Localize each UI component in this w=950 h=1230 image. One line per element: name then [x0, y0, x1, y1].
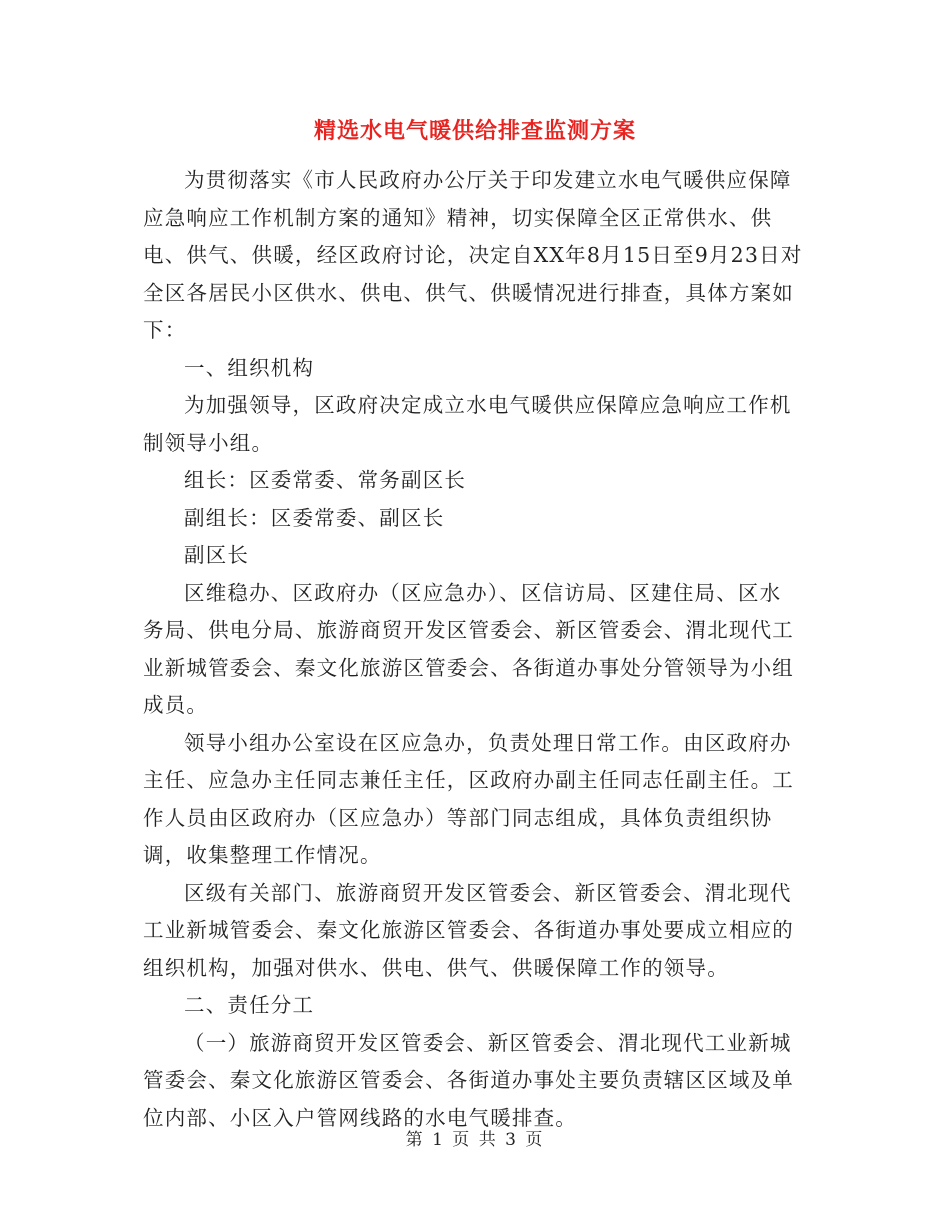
- document-body: [143, 162, 803, 1137]
- paragraph-intro: 为贯彻落实《市人民政府办公厅关于印发建立水电气暖供应保障应急响应工作机制方案的通知》精神，切实保障全区正常供水、供电、供气、供暖，经区政府讨论，决定自XX年8月15日至9月23日对全区各居民小区供水、供电、供气、供暖情况进行排查，具体方案如下：: [143, 168, 803, 342]
- document-title: 精选水电气暖供给排查监测方案: [313, 118, 636, 144]
- paragraph-group-leader: 组长：区委常委、常务副区长: [184, 468, 467, 492]
- paragraph-responsibility-1: （一）旅游商贸开发区管委会、新区管委会、渭北现代工业新城管委会、秦文化旅游区管委会、各街道办事处主要负责辖区区域及单位内部、小区入户管网线路的水电气暖排查。: [143, 1030, 794, 1130]
- paragraph-leadership-group: 为加强领导，区政府决定成立水电气暖供应保障应急响应工作机制领导小组。: [143, 393, 792, 455]
- paragraph-group-members: 区维稳办、区政府办（区应急办）、区信访局、区建住局、区水务局、供电分局、旅游商贸开发区管委会、新区管委会、渭北现代工业新城管委会、秦文化旅游区管委会、各街道办事处分管领导为小组成员。: [143, 580, 794, 717]
- paragraph-deputy-leader: 副组长：区委常委、副区长: [184, 505, 445, 530]
- section-heading-organization: 一、组织机构: [184, 355, 315, 380]
- paragraph-deputy-district-head: 副区长: [184, 543, 250, 567]
- page-number-footer: 第 1 页 共 3 页: [405, 1130, 545, 1150]
- paragraph-departments: 区级有关部门、旅游商贸开发区管委会、新区管委会、渭北现代工业新城管委会、秦文化旅游区管委会、各街道办事处要成立相应的组织机构，加强对供水、供电、供气、供暖保障工作的领导。: [143, 880, 794, 980]
- section-heading-responsibilities: 二、责任分工: [184, 993, 315, 1017]
- paragraph-office: 领导小组办公室设在区应急办，负责处理日常工作。由区政府办主任、应急办主任同志兼任主任，区政府办副主任同志任副主任。工作人员由区政府办（区应急办）等部门同志组成，具体负责组织协调，收集整理工作情况。: [143, 730, 794, 867]
